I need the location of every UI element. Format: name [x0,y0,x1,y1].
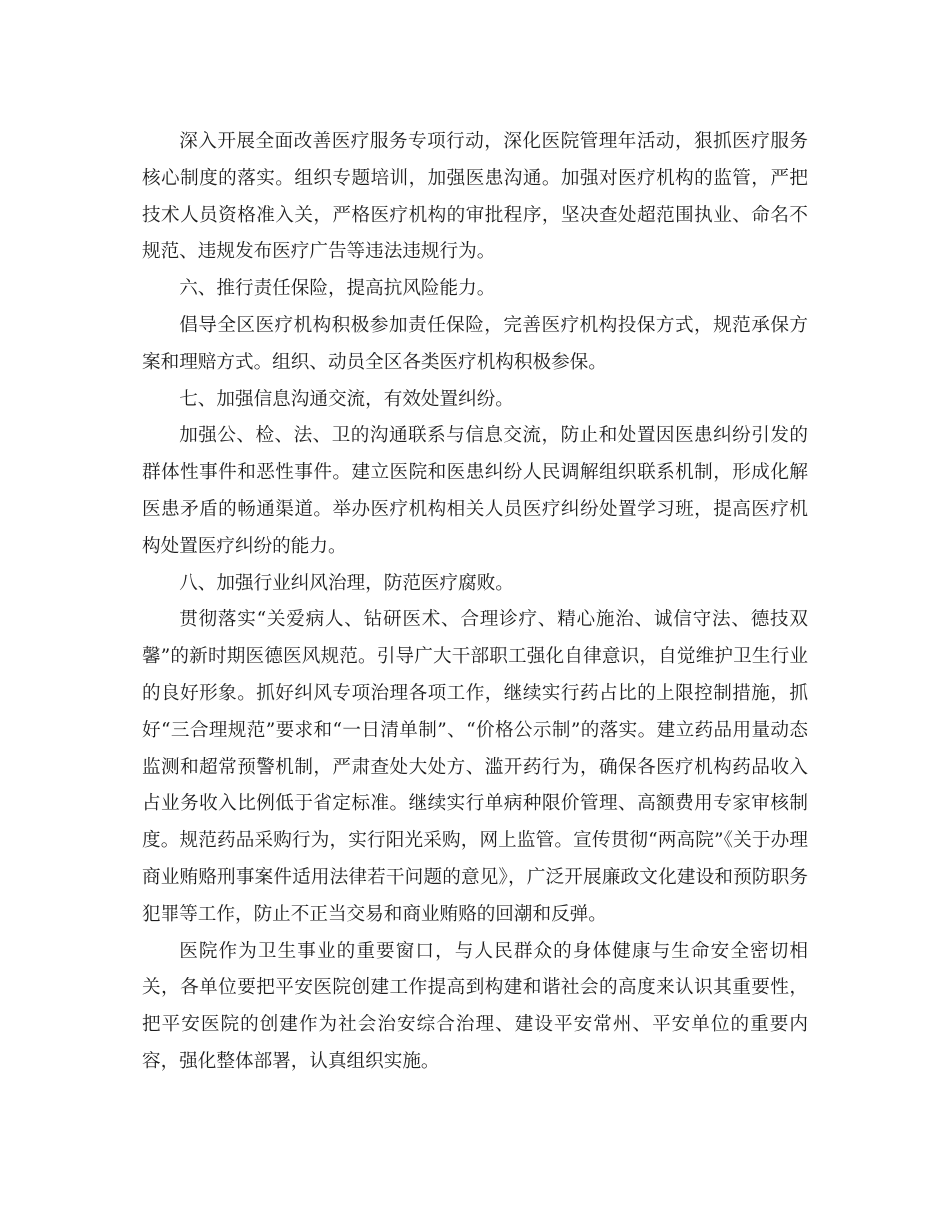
paragraph-anti-corruption: 贯彻落实“关爱病人、钻研医术、合理诊疗、精心施治、诚信守法、德技双馨”的新时期医德医风规范。引导广大干部职工强化自律意识，自觉维护卫生行业的良好形象。抓好纠风专项治理各项工作，继续实行药占比的上限控制措施，抓好“三合理规范”要求和“一日清单制”、“价格公示制”的落实。建立药品用量动态监测和超常预警机制，严肃查处大处方、滥开药行为，确保各医疗机构药品收入占业务收入比例低于省定标准。继续实行单病种限价管理、高额费用专家审核制度。规范药品采购行为，实行阳光采购，网上监管。宣传贯彻“两高院”《关于办理商业贿赂刑事案件适用法律若干问题的意见》，广泛开展廉政文化建设和预防职务犯罪等工作，防止不正当交易和商业贿赂的回潮和反弹。 [142,609,808,925]
section-heading-6: 六、推行责任保险，提高抗风险能力。 [179,278,496,300]
section-heading-7: 七、加强信息沟通交流，有效处置纠纷。 [179,388,514,410]
paragraph-service-improvement: 深入开展全面改善医疗服务专项行动，深化医院管理年活动，狠抓医疗服务核心制度的落实。组织专题培训，加强医患沟通。加强对医疗机构的监管，严把技术人员资格准入关，严格医疗机构的审批程序，坚决查处超范围执业、命名不规范、违规发布医疗广告等违法违规行为。 [142,131,808,263]
paragraph-dispute-handling: 加强公、检、法、卫的沟通联系与信息交流，防止和处置因医患纠纷引发的群体性事件和恶性事件。建立医院和医患纠纷人民调解组织联系机制，形成化解医患矛盾的畅通渠道。举办医疗机构相关人员医疗纠纷处置学习班，提高医疗机构处置医疗纠纷的能力。 [142,425,808,557]
document-body [142,124,808,1081]
section-heading-8: 八、加强行业纠风治理，防范医疗腐败。 [179,572,514,594]
paragraph-conclusion: 医院作为卫生事业的重要窗口，与人民群众的身体健康与生命安全密切相关，各单位要把平安医院创建工作提高到构建和谐社会的高度来认识其重要性，把平安医院的创建作为社会治安综合治理、建设平安常州、平安单位的重要内容，强化整体部署，认真组织实施。 [142,940,808,1072]
paragraph-liability-insurance: 倡导全区医疗机构积极参加责任保险，完善医疗机构投保方式，规范承保方案和理赔方式。组织、动员全区各类医疗机构积极参保。 [142,314,808,373]
